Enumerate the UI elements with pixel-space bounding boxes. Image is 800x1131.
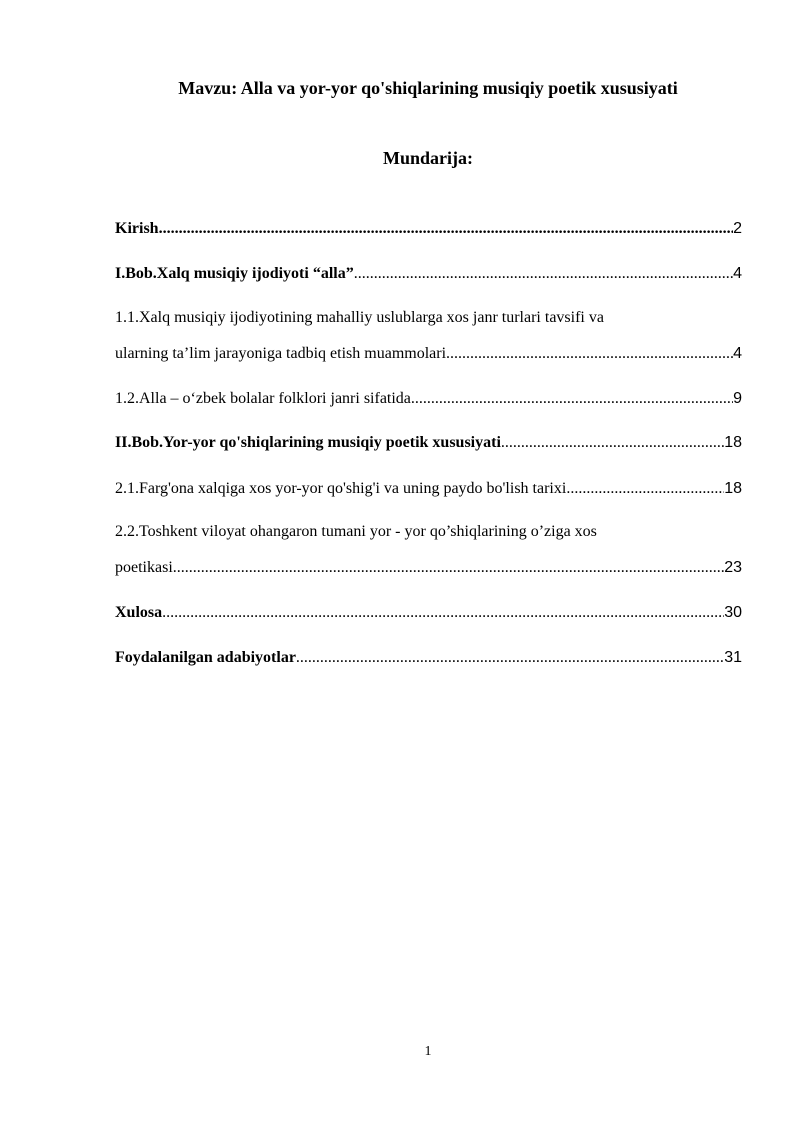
toc-entry-1-1[interactable] (115, 343, 742, 365)
toc-entry-title: Xulosa (115, 604, 163, 621)
toc-entry-title: poetikasi (115, 559, 173, 576)
page-number: 1 (424, 1044, 432, 1059)
toc-entry-references[interactable] (115, 647, 742, 669)
toc-entry-title: 2.1.Farg'ona xalqiga xos yor-yor qo'shig'i va uning paydo bo'lish tarixi (115, 480, 567, 497)
toc-entry-page: 30 (724, 604, 742, 621)
toc-heading: Mundarija: (383, 148, 473, 168)
toc-entry-chapter-1[interactable] (115, 263, 742, 285)
toc-dot-leader (446, 343, 733, 365)
toc-entry-chapter-2[interactable] (115, 432, 742, 454)
toc-entry-page: 18 (724, 434, 742, 451)
toc-entry-2-1[interactable] (115, 478, 742, 500)
toc-entry-title: 1.2.Alla – o‘zbek bolalar folklori janri sifatida (115, 390, 411, 407)
toc-entry-2-2[interactable] (115, 557, 742, 579)
toc-entry-page: 4 (733, 265, 742, 282)
toc-dot-leader (354, 263, 733, 285)
toc-dot-leader (162, 602, 724, 624)
toc-entry-page: 18 (724, 480, 742, 497)
toc-entry-2-2-line1: 2.2.Toshkent viloyat ohangaron tumani yor - yor qo’shiqlarining o’ziga xos (115, 523, 597, 540)
toc-dot-leader (501, 432, 724, 454)
toc-entry-title: Foydalanilgan adabiyotlar (115, 649, 296, 666)
toc-dot-leader (566, 478, 724, 500)
toc-dot-leader (296, 647, 724, 669)
toc-entry-xulosa[interactable] (115, 602, 742, 624)
toc-entry-page: 9 (733, 390, 742, 407)
toc-dot-leader (411, 388, 733, 410)
toc-entry-title: ularning ta’lim jarayoniga tadbiq etish muammolari (115, 345, 447, 362)
toc-entry-title: II.Bob.Yor-yor qo'shiqlarining musiqiy poetik xususiyati (115, 434, 501, 451)
toc-dot-leader (159, 218, 734, 240)
toc-entry-page: 31 (724, 649, 742, 666)
document-topic: Mavzu: Alla va yor-yor qo'shiqlarining musiqiy poetik xususiyati (178, 78, 678, 98)
toc-dot-leader (173, 557, 724, 579)
toc-entry-kirish[interactable] (115, 218, 742, 240)
toc-entry-page: 2 (733, 220, 742, 237)
toc-entry-title: I.Bob.Xalq musiqiy ijodiyoti “alla” (115, 265, 354, 282)
toc-entry-1-2[interactable] (115, 388, 742, 410)
toc-entry-title: Kirish (115, 220, 159, 237)
toc-entry-1-1-line1: 1.1.Xalq musiqiy ijodiyotining mahalliy uslublarga xos janr turlari tavsifi va (115, 309, 604, 326)
toc-entry-page: 23 (724, 559, 742, 576)
toc-entry-page: 4 (733, 345, 742, 362)
